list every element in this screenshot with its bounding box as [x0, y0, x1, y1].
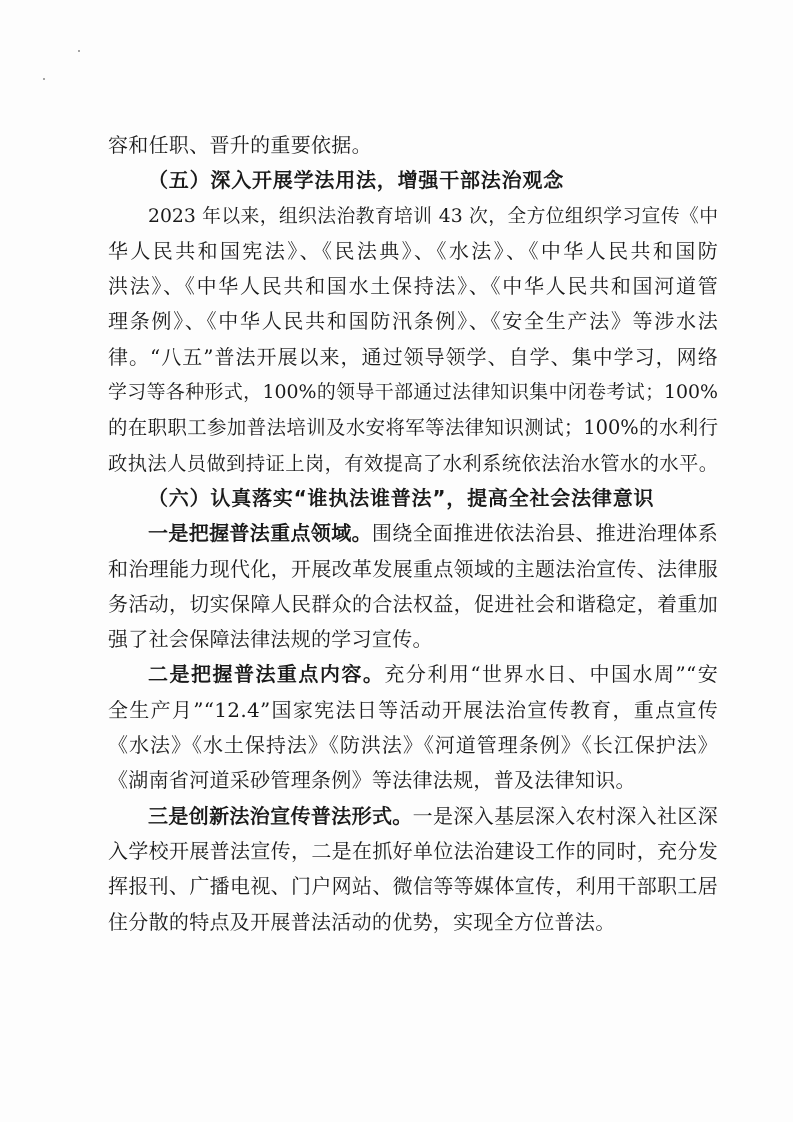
body-line: 律。“八五”普法开展以来，通过领导领学、自学、集中学习，网络: [108, 344, 718, 369]
body-line: 的在职职工参加普法培训及水安将军等法律知识测试；100%的水利行: [108, 416, 718, 440]
body-line: 容和任职、晋升的重要依据。: [108, 133, 372, 157]
body-line: 入学校开展普法宣传，二是在抓好单位法治建设工作的同时，充分发: [108, 838, 718, 863]
point-title: 一是把握普法重点领域。: [148, 521, 372, 546]
section-heading-5: （五）深入开展学法用法，增强干部法治观念: [148, 168, 564, 193]
body-line: 和治理能力现代化，开展改革发展重点领域的主题法治宣传、法律服: [108, 556, 718, 581]
body-line: 务活动，切实保障人民群众的合法权益，促进社会和谐稳定，着重加: [108, 591, 718, 616]
body-line: 理条例》、《中华人民共和国防汛条例》、《安全生产法》等涉水法: [108, 309, 718, 334]
body-line: 三是创新法治宣传普法形式。一是深入基层深入农村深入社区深: [148, 803, 718, 828]
scan-speck: [43, 78, 45, 80]
body-line: 洪法》、《中华人民共和国水土保持法》、《中华人民共和国河道管: [108, 274, 718, 299]
section-heading-6: （六）认真落实“谁执法谁普法”，提高全社会法律意识: [148, 485, 655, 510]
point-title: 二是把握普法重点内容。: [148, 662, 385, 687]
body-line: 一是把握普法重点领域。围绕全面推进依法治县、推进治理体系: [148, 521, 718, 546]
body-line: 《湖南省河道采砂管理条例》等法律法规，普及法律知识。: [108, 768, 636, 793]
point-title: 三是创新法治宣传普法形式。: [148, 803, 413, 828]
body-line: 强了社会保障法律法规的学习宣传。: [108, 627, 433, 652]
body-line: 学习等各种形式，100%的领导干部通过法律知识集中闭卷考试；100%: [108, 381, 718, 404]
body-line: 华人民共和国宪法》、《民法典》、《水法》、《中华人民共和国防: [108, 238, 718, 263]
scan-speck: [78, 50, 80, 52]
body-line: 住分散的特点及开展普法活动的优势，实现全方位普法。: [108, 909, 616, 934]
body-line: 《水法》《水土保持法》《防洪法》《河道管理条例》《长江保护法》: [108, 733, 718, 758]
body-line: 二是把握普法重点内容。充分利用“世界水日、中国水周”“安: [148, 662, 718, 687]
body-line: 全生产月”“12.4”国家宪法日等活动开展法治宣传教育，重点宣传: [108, 697, 718, 722]
body-line: 2023 年以来，组织法治教育培训 43 次，全方位组织学习宣传《中: [148, 205, 718, 227]
body-line: 挥报刊、广播电视、门户网站、微信等等媒体宣传，利用干部职工居: [108, 874, 718, 899]
body-line: 政执法人员做到持证上岗，有效提高了水利系统依法治水管水的水平。: [108, 451, 718, 475]
document-body: [108, 128, 718, 940]
